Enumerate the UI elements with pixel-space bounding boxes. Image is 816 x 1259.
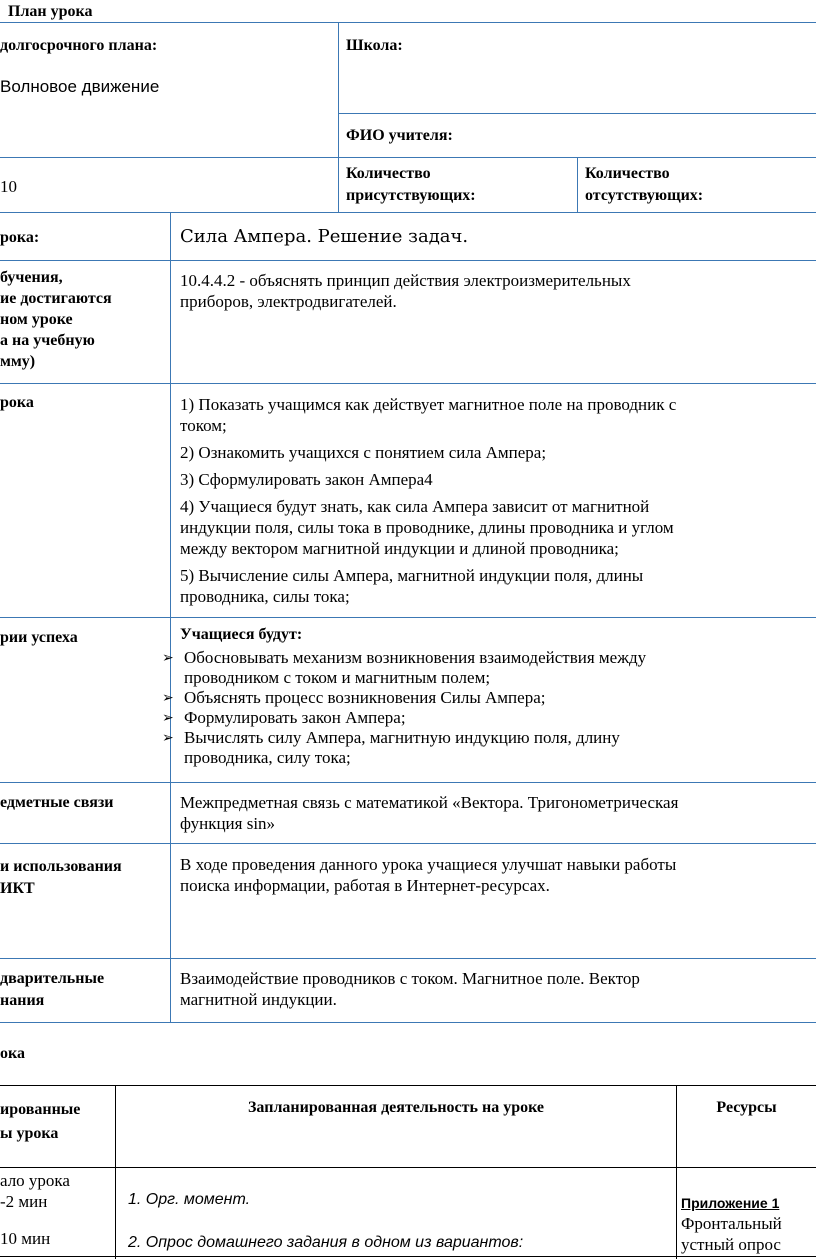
table-line-interdisciplinary (0, 782, 816, 783)
table-line-grade (0, 157, 816, 158)
plan-bottom-line (0, 1256, 816, 1257)
interdisciplinary-label: едметные связи (0, 794, 114, 811)
criteria-list (160, 648, 810, 768)
plan-header-line (0, 1167, 816, 1168)
criteria-intro: Учащиеся будут: (180, 626, 303, 643)
arrow-bullet-icon: ➢ (162, 710, 174, 726)
section-value: Волновое движение (0, 77, 160, 96)
interdisciplinary-value: Межпредметная связь с математикой «Вектора. Тригонометрическая функция sin» (180, 793, 679, 833)
table-line-ict (0, 843, 816, 844)
grade-value: 10 (0, 177, 17, 196)
table-divider-absent (577, 157, 578, 212)
arrow-bullet-icon: ➢ (162, 650, 174, 666)
table-divider-school (338, 22, 339, 212)
objectives-label: рока (0, 394, 34, 411)
present-label: Количество присутствующих: (346, 165, 476, 204)
objective-item: 2) Ознакомить учащихся с понятием сила Ампера; (180, 443, 547, 462)
teacher-label: ФИО учителя: (346, 127, 453, 144)
school-label: Школа: (346, 37, 403, 54)
table-line-prior (0, 958, 816, 959)
criteria-label: рии успеха (0, 629, 78, 646)
plan-col3-header: Ресурсы (716, 1099, 777, 1116)
objective-item: 1) Показать учащимся как действует магнитное поле на проводник с током; (180, 395, 677, 435)
table-line-topic (0, 212, 816, 213)
objectives-list (180, 394, 810, 613)
table-border-bottom (0, 1022, 816, 1023)
objective-item: 4) Учащиеся будут знать, как сила Ампера зависит от магнитной индукции поля, силы тока в проводнике, длины проводника и углом между вектором магнитной индукции и длиной проводника; (180, 497, 674, 558)
page-title: План урока (8, 3, 93, 20)
resource-description: Фронтальный устный опрос (681, 1214, 782, 1254)
goals-label: бучения, ие достигаются ном уроке а на учебную мму) (0, 269, 112, 370)
criteria-item: ➢ Обосновывать механизм возникновения взаимодействия между проводником с током и магнитным полем; (162, 648, 647, 687)
resource-link-appendix-1[interactable]: Приложение 1 (681, 1195, 780, 1211)
criteria-item: ➢ Формулировать закон Ампера; (162, 708, 406, 727)
absent-label: Количество отсутствующих: (585, 165, 704, 204)
table-line-teacher (338, 113, 816, 114)
prior-label: дварительные нания (0, 970, 105, 1009)
ict-label: и использования ИКТ (0, 858, 122, 897)
table-line-objectives (0, 383, 816, 384)
table-line-criteria (0, 617, 816, 618)
topic-value: Сила Ампера. Решение задач. (180, 226, 469, 247)
arrow-bullet-icon: ➢ (162, 690, 174, 706)
activity-org-moment: 1. Орг. момент. (128, 1191, 251, 1208)
activity-homework-survey: 2. Опрос домашнего задания в одном из вариантов: (128, 1234, 524, 1251)
criteria-item: ➢ Вычислять силу Ампера, магнитную индукцию поля, длину проводника, силу тока; (162, 728, 620, 767)
criteria-item: ➢ Объяснять процесс возникновения Силы Ампера; (162, 688, 546, 707)
objective-item: 5) Вычисление силы Ампера, магнитной индукции поля, длины проводника, силы тока; (180, 566, 644, 606)
plan-col1-header: ированные ы урока (0, 1101, 81, 1142)
prior-value: Взаимодействие проводников с током. Магнитное поле. Вектор магнитной индукции. (180, 969, 640, 1009)
plan-col1-values: ало урока -2 мин 10 мин (0, 1171, 70, 1248)
table-border-top (0, 22, 816, 23)
ict-value: В ходе проведения данного урока учащиеся улучшат навыки работы поиска информации, работая в Интернет-ресурсах. (180, 855, 677, 895)
section-label: долгосрочного плана: (0, 37, 158, 54)
section2-title: ока (0, 1045, 25, 1062)
plan-border-top (0, 1085, 816, 1086)
objective-item: 3) Сформулировать закон Ампера4 (180, 470, 433, 489)
plan-col2-header: Запланированная деятельность на уроке (247, 1099, 545, 1116)
goals-value: 10.4.4.2 - объяснять принцип действия электроизмерительных приборов, электродвигателей. (180, 271, 631, 311)
arrow-bullet-icon: ➢ (162, 730, 174, 746)
table-line-goals (0, 260, 816, 261)
topic-label: рока: (0, 229, 40, 246)
